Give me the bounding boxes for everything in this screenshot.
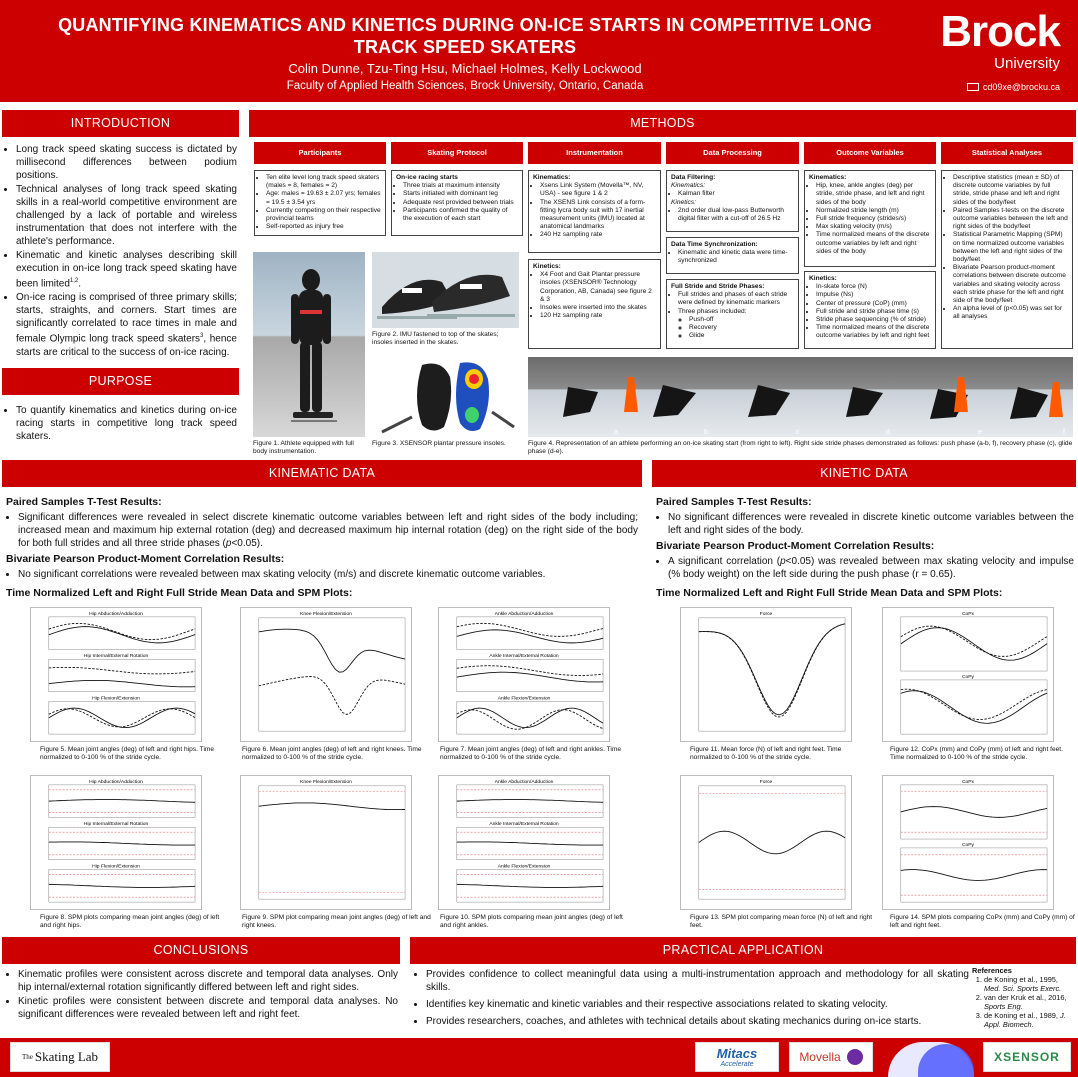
plot-axes	[457, 659, 603, 692]
figure-9-plot	[240, 775, 412, 910]
proc-sync-head: Data Time Synchronization:	[671, 241, 758, 248]
figure-5-caption: Figure 5. Mean joint angles (deg) of left and right hips. Time normalized to 0-100 % of the stride cycle.	[40, 746, 215, 761]
figure-5-plot	[30, 607, 202, 742]
figure-10-plot	[438, 775, 610, 910]
figure-7-caption: Figure 7. Mean joint angles (deg) of left and right ankles. Time normalized to 0-100 % of the stride cycle.	[440, 746, 622, 761]
participants-item: • Age: males = 19.63 ± 2.07 yrs; females = 19.5 ± 3.54 yrs	[266, 190, 381, 206]
right-curve	[49, 623, 195, 639]
intro-item: • Kinematic and kinetic analyses describing skill execution in on-ice long track speed skating have been limited$^{1,2}$.	[16, 249, 237, 290]
right-curve	[259, 676, 405, 714]
spm-curve	[457, 800, 603, 803]
reference-item: 1. de Koning et al., 1995, Med. Sci. Sports Exerc.	[984, 975, 1072, 993]
instrumentation-kinetics-box	[528, 259, 661, 349]
left-curve	[457, 708, 603, 728]
figure-12-caption: Figure 12. CoPx (mm) and CoPy (mm) of left and right feet. Time normalized to 0-100 % of the stride cycle.	[890, 746, 1063, 761]
plot-axes	[699, 618, 845, 731]
introduction-body	[4, 143, 237, 360]
proc-phase-sub: ◦ Glide	[689, 332, 794, 340]
left-curve	[901, 628, 1047, 661]
processing-filter-box	[666, 170, 799, 232]
seq-letter-a: a	[614, 429, 618, 436]
participants-item: • Currently competing on their respective provincial teams	[266, 207, 381, 223]
figure-13-caption: Figure 13. SPM plot comparing mean force (N) of left and right feet.	[690, 914, 873, 929]
spm-curve	[49, 884, 195, 887]
brock-logo-word: Brock	[940, 7, 1060, 56]
proc-filter-kinetic: Kinetics:	[671, 198, 696, 206]
outcome-kinetic-item: • Impulse (Ns)	[816, 291, 931, 299]
plot-axes	[901, 785, 1047, 839]
subplot-title: Hip Abduction/Adduction	[89, 779, 143, 785]
subplot-title: Ankle Flexion/Extension	[497, 864, 551, 870]
mitacs-sub: Accelerate	[720, 1061, 754, 1068]
practical-header: PRACTICAL APPLICATION	[410, 937, 1076, 964]
figure-2-caption: Figure 2. IMU fastened to top of the skates; insoles inserted in the skates.	[372, 331, 499, 346]
spm-curve	[457, 884, 603, 887]
instr-kinetic-item: • 120 Hz sampling rate	[540, 312, 656, 320]
proc-filter-item: • 2nd order dual low-pass Butterworth digital filter with a cut-off of 26.5 Hz	[678, 207, 794, 223]
outcome-kinetic-item: • Time normalized means of the discrete outcome variables by left and right feet	[816, 324, 931, 340]
kinetic-body	[656, 493, 1074, 602]
athlete-photo	[253, 252, 365, 437]
plot-axes	[259, 618, 405, 731]
left-curve	[457, 672, 603, 682]
references	[972, 966, 1072, 1029]
subplot-title: Ankle Internal/External Rotation	[489, 822, 559, 828]
kinetic-ttest-head: Paired Samples T-Test Results:	[656, 496, 812, 508]
proc-phase-head: Full Stride and Stride Phases:	[671, 283, 765, 290]
left-curve	[49, 708, 195, 728]
figure-8-plot	[30, 775, 202, 910]
left-curve	[457, 630, 603, 643]
figure-6-plot	[240, 607, 412, 742]
kinematic-header: KINEMATIC DATA	[2, 460, 642, 487]
spm-curve	[259, 803, 405, 810]
mitacs-logo	[695, 1042, 779, 1072]
intro-item: • Technical analyses of long track speed skating skills in a real-world competitive environment are challenged by a lack of portable and wireless instrumentation that does not interfere with the athlete's performance.	[16, 183, 237, 248]
spm-curve	[457, 842, 603, 845]
practical-item: • Identifies key kinematic and kinetic variables and their respective associations related to skating velocity.	[426, 998, 969, 1011]
insoles-illustration	[372, 357, 519, 437]
mitacs-name: Mitacs	[716, 1046, 758, 1061]
proc-filter-head: Data Filtering:	[671, 174, 716, 181]
poster-header	[0, 0, 1078, 102]
spm-curve	[901, 807, 1047, 818]
insoles-photo	[372, 357, 519, 437]
figure-6-caption: Figure 6. Mean joint angles (deg) of left and right knees. Time normalized to 0-100 % of the stride cycle.	[242, 746, 422, 761]
figure-11-caption: Figure 11. Mean force (N) of left and right feet. Time normalized to 0-100 % of the stride cycle.	[690, 746, 842, 761]
stats-item: • Bivariate Pearson product-moment correlations between discrete outcome variables and skating velocity across each stride phase for the left and right side of the body/feet	[953, 264, 1068, 305]
purpose-item: • To quantify kinematics and kinetics during on-ice racing starts in competitive long track speed skaters.	[16, 404, 237, 443]
instr-kinetic-item: • X4 Foot and Gait Plantar pressure insoles (XSENSOR® Technology Corporation, AB, Canada) see figure 2 & 3	[540, 271, 656, 304]
stats-item: • Descriptive statistics (mean ± SD) of discrete outcome variables by full stride, stride phase and left and right sides of the body/feet	[953, 174, 1068, 207]
outcome-kinetic-item: • Stride phase sequencing (% of stride)	[816, 316, 931, 324]
kinetic-plots-head: Time Normalized Left and Right Full Stride Mean Data and SPM Plots:	[656, 587, 1003, 599]
figure-8-caption: Figure 8. SPM plots comparing mean joint angles (deg) of left and right hips.	[40, 914, 220, 929]
kinetic-corr-head: Bivariate Pearson Product-Moment Correlation Results:	[656, 540, 935, 552]
figure-1-caption: Figure 1. Athlete equipped with full body instrumentation.	[253, 440, 354, 455]
conclusion-item: • Kinematic profiles were consistent across discrete and temporal data analyses. Only hip internal/external rotation significantly differed between left and right sides.	[18, 968, 398, 994]
proc-sync-item: • Kinematic and kinetic data were time-synchronized	[678, 249, 794, 265]
figure-11-plot	[680, 607, 852, 742]
subplot-title: Hip Abduction/Adduction	[89, 611, 143, 617]
subplot-title: CoPx	[961, 611, 975, 617]
subplot-title: Hip Internal/External Rotation	[83, 822, 149, 828]
outcome-header: Outcome Variables	[804, 142, 936, 164]
stats-item: • Paired Samples t-tests on the discrete outcome variables between the left and right sides of the body/feet	[953, 207, 1068, 232]
left-curve	[699, 624, 845, 715]
figure-14-plot	[882, 775, 1054, 910]
proc-filter-item: • Kalman filter	[678, 190, 794, 198]
stats-header: Statistical Analyses	[941, 142, 1073, 164]
figure-12-plot	[882, 607, 1054, 742]
figure-13-plot	[680, 775, 852, 910]
right-curve	[49, 709, 195, 727]
proc-phase-sub: ◦ Recovery	[689, 324, 794, 332]
instr-kin-item: • Xsens Link System (Movella™, NV, USA) - see figure 1 & 2	[540, 182, 656, 198]
outcome-kinetic-item: • In-skate force (N)	[816, 283, 931, 291]
poster-title: QUANTIFYING KINEMATICS AND KINETICS DURING ON-ICE STARTS IN COMPETITIVE LONG TRACK SPEED SKATERS	[58, 15, 872, 57]
subplot-title: Force	[759, 611, 773, 617]
right-curve	[457, 710, 603, 729]
outcome-kin-item: • Hip, knee, ankle angles (deg) per stride, stride phase, and left and right sides of the body	[816, 182, 931, 207]
plot-axes	[457, 702, 603, 735]
protocol-item: • Participants confirmed the quality of the execution of each start	[403, 207, 518, 223]
proc-phase-item: • Three phases included:	[678, 308, 794, 316]
proc-phase-item: • Full strides and phases of each stride were defined by kinematic markers	[678, 291, 794, 307]
purpose-header: PURPOSE	[2, 368, 239, 395]
plot-axes	[49, 617, 195, 650]
skates-photo	[372, 252, 519, 328]
affiliation: Faculty of Applied Health Sciences, Brock University, Ontario, Canada	[286, 80, 644, 92]
plot-axes	[457, 617, 603, 650]
practical-item: • Provides confidence to collect meaningful data using a multi-instrumentation approach and methodology for all skating skills.	[426, 968, 969, 994]
athlete-illustration	[253, 252, 365, 437]
stats-box	[941, 170, 1073, 349]
reference-item: 3. de Koning et al., 1989, J. Appl. Biomech.	[984, 1011, 1072, 1029]
outcome-kin-item: • Max skating velocity (m/s)	[816, 223, 931, 231]
kin-plots-head: Time Normalized Left and Right Full Stride Mean Data and SPM Plots:	[6, 587, 353, 599]
skating-lab-name: Skating Lab	[34, 1049, 99, 1064]
subplot-title: Knee Flexion/Extension	[300, 779, 352, 785]
subplot-title: Hip Flexion/Extension	[92, 696, 140, 702]
subplot-title: Ankle Abduction/Adduction	[494, 611, 554, 617]
intro-item: • On-ice racing is comprised of three primary skills; starts, straights, and corners. Start times are significantly correlated to race times in male and female Olympic long track speed skaters$^3$, hence starts are critical to the success of on-ice racing.	[16, 291, 237, 358]
instrumentation-header: Instrumentation	[528, 142, 661, 164]
outcome-kinetics-box	[804, 271, 936, 349]
plot-axes	[259, 786, 405, 899]
kinematic-body	[6, 493, 638, 602]
left-curve	[49, 627, 195, 643]
plot-axes	[699, 786, 845, 899]
subplot-title: Knee Flexion/Extension	[300, 611, 352, 617]
stats-item: • An alpha level of (p<0.05) was set for all analyses	[953, 305, 1068, 321]
kinetic-ttest-item: • No significant differences were revealed in discrete kinetic outcome variables between the left and right sides of the body.	[668, 511, 1074, 537]
xsensor-logo: XSENSOR	[983, 1042, 1071, 1072]
movella-logo	[789, 1042, 873, 1072]
outcome-kin-head: Kinematics:	[809, 174, 847, 181]
email-contact[interactable]	[967, 82, 1060, 92]
subplot-title: CoPy	[961, 842, 975, 848]
subplot-title: Ankle Internal/External Rotation	[489, 654, 559, 660]
movella-name: Movella	[799, 1050, 841, 1064]
seq-letter-b: b	[704, 429, 708, 436]
instr-kin-item: • The XSENS Link consists of a form-fitting lycra body suit with 17 inertial measurement units (IMU) located at anatomical landmarks	[540, 199, 656, 232]
kinetic-corr-item: • A significant correlation (p<0.05) was revealed between max skating velocity and impulse (% body weight) on the left side during the push phase (r = 0.65).	[668, 555, 1074, 581]
left-curve	[901, 691, 1047, 724]
outcome-kinetic-item: • Full stride and stride phase time (s)	[816, 308, 931, 316]
email-text: cd09xe@brocku.ca	[982, 82, 1060, 92]
conclusions-header: CONCLUSIONS	[2, 937, 400, 964]
conclusions-body	[6, 968, 398, 1022]
subplot-title: Hip Flexion/Extension	[92, 864, 140, 870]
figure-14-caption: Figure 14. SPM plots comparing CoPx (mm) and CoPy (mm) of left and right feet.	[890, 914, 1075, 929]
right-curve	[901, 689, 1047, 719]
skating-lab-logo	[10, 1042, 110, 1072]
methods-header: METHODS	[249, 110, 1076, 137]
left-curve	[49, 680, 195, 686]
figure-10-caption: Figure 10. SPM plots comparing mean joint angles (deg) of left and right ankles.	[440, 914, 623, 929]
plot-axes	[901, 680, 1047, 734]
proc-filter-kin: Kinematics:	[671, 182, 706, 190]
brock-logo-sub: University	[994, 55, 1060, 72]
outcome-kin-item: • Full stride frequency (strides/s)	[816, 215, 931, 223]
practical-item: • Provides researchers, coaches, and athletes with technical details about skating mechanics during on-ice starts.	[426, 1015, 969, 1028]
subplot-title: Ankle Abduction/Adduction	[494, 779, 554, 785]
seq-letter-e: e	[978, 429, 982, 436]
seq-letter-f: f	[1063, 429, 1065, 436]
references-title: References	[972, 966, 1012, 975]
mail-icon	[967, 83, 979, 91]
intro-item: • Long track speed skating success is dictated by millisecond differences between podium positions.	[16, 143, 237, 182]
kin-corr-item: • No significant correlations were revealed between max skating velocity (m/s) and discrete kinematic outcome variables.	[18, 568, 638, 581]
figure-9-caption: Figure 9. SPM plot comparing mean joint angles (deg) of left and right knees.	[242, 914, 431, 929]
protocol-box	[391, 170, 523, 236]
instrumentation-kinematics-box	[528, 170, 661, 253]
right-curve	[49, 667, 195, 673]
start-sequence-photo	[528, 357, 1073, 437]
participants-header: Participants	[254, 142, 386, 164]
proc-phase-sub: ◦ Push-off	[689, 316, 794, 324]
authors: Colin Dunne, Tzu-Ting Hsu, Michael Holmes, Kelly Lockwood	[288, 61, 642, 76]
outcome-kin-item: • Normalized stride length (m)	[816, 207, 931, 215]
figure-7-plot	[438, 607, 610, 742]
outcome-kinematics-box	[804, 170, 936, 267]
movella-mark-icon	[847, 1049, 863, 1065]
seq-letter-d: d	[886, 429, 890, 436]
reference-item: 2. van der Kruk et al., 2016, Sports Eng.	[984, 993, 1072, 1011]
skates-illustration	[372, 252, 519, 328]
instr-kin-item: • 240 Hz sampling rate	[540, 231, 656, 239]
participants-box	[254, 170, 386, 236]
brock-logo	[910, 7, 1060, 72]
right-curve	[457, 623, 603, 636]
plot-axes	[901, 848, 1047, 902]
purpose-body	[4, 404, 237, 444]
kin-corr-head: Bivariate Pearson Product-Moment Correlation Results:	[6, 553, 285, 565]
processing-sync-box	[666, 237, 799, 274]
stats-item: • Statistical Parametric Mapping (SPM) on time normalized outcome variables between the left and right sides of the body/feet	[953, 231, 1068, 264]
figure-3-caption: Figure 3. XSENSOR plantar pressure insoles.	[372, 440, 506, 447]
subplot-title: Ankle Flexion/Extension	[497, 696, 551, 702]
outcome-kin-item: • Time normalized means of the discrete outcome variables by left and right sides of the body	[816, 231, 931, 256]
processing-phase-box	[666, 279, 799, 349]
protocol-item: • Three trials at maximum intensity	[403, 182, 518, 190]
outcome-kinetic-item: • Center of pressure (CoP) (mm)	[816, 300, 931, 308]
kin-ttest-head: Paired Samples T-Test Results:	[6, 496, 162, 508]
figure-4-caption: Figure 4. Representation of an athlete performing an on-ice skating start (from right to left). Right side stride phases demonstrated as follows: push phase (a-b, f), recovery phase (c), glide phase (d-e).	[528, 440, 1073, 455]
protocol-header: Skating Protocol	[391, 142, 523, 164]
subplot-title: Hip Internal/External Rotation	[83, 654, 149, 660]
protocol-item: • Adequate rest provided between trials	[403, 199, 518, 207]
kin-ttest-item: • Significant differences were revealed in select discrete kinematic outcome variables between left and right sides of the body including; increased mean and maximum hip external rotation (deg) and decreased maximum hip internal rotation (deg) on the right side of the body for both full strides and all three stride phases (p<0.05).	[18, 511, 638, 550]
subplot-title: CoPx	[961, 779, 975, 785]
instr-kin-head: Kinematics:	[533, 174, 571, 181]
participants-item: • Ten elite level long track speed skaters (males = 8, females = 2)	[266, 174, 381, 190]
plot-axes	[49, 702, 195, 735]
subplot-title: Force	[759, 779, 773, 785]
spm-curve	[49, 800, 195, 803]
spm-curve	[901, 870, 1047, 881]
start-sequence-illustration	[528, 357, 1073, 437]
spm-curve	[49, 842, 195, 845]
conclusion-item: • Kinetic profiles were consistent between discrete and temporal data analyses. No significant differences were revealed between left and right feet.	[18, 995, 398, 1021]
practical-body	[414, 968, 969, 1029]
outcome-kinetic-head: Kinetics:	[809, 275, 837, 282]
processing-header: Data Processing	[666, 142, 799, 164]
spm-curve	[699, 831, 845, 854]
protocol-head: On-ice racing starts	[396, 174, 458, 181]
left-curve	[259, 629, 405, 672]
participants-item: • Self-reported as injury free	[266, 223, 381, 231]
instr-kinetic-item: • Insoles were inserted into the skates	[540, 304, 656, 312]
seq-letter-c: c	[796, 429, 800, 436]
introduction-header: INTRODUCTION	[2, 110, 239, 137]
instr-kinetic-head: Kinetics:	[533, 263, 561, 270]
subplot-title: CoPy	[961, 674, 975, 680]
protocol-item: • Starts initiated with dominant leg	[403, 190, 518, 198]
skating-lab-small: The	[21, 1053, 33, 1061]
kinetic-header: KINETIC DATA	[652, 460, 1076, 487]
